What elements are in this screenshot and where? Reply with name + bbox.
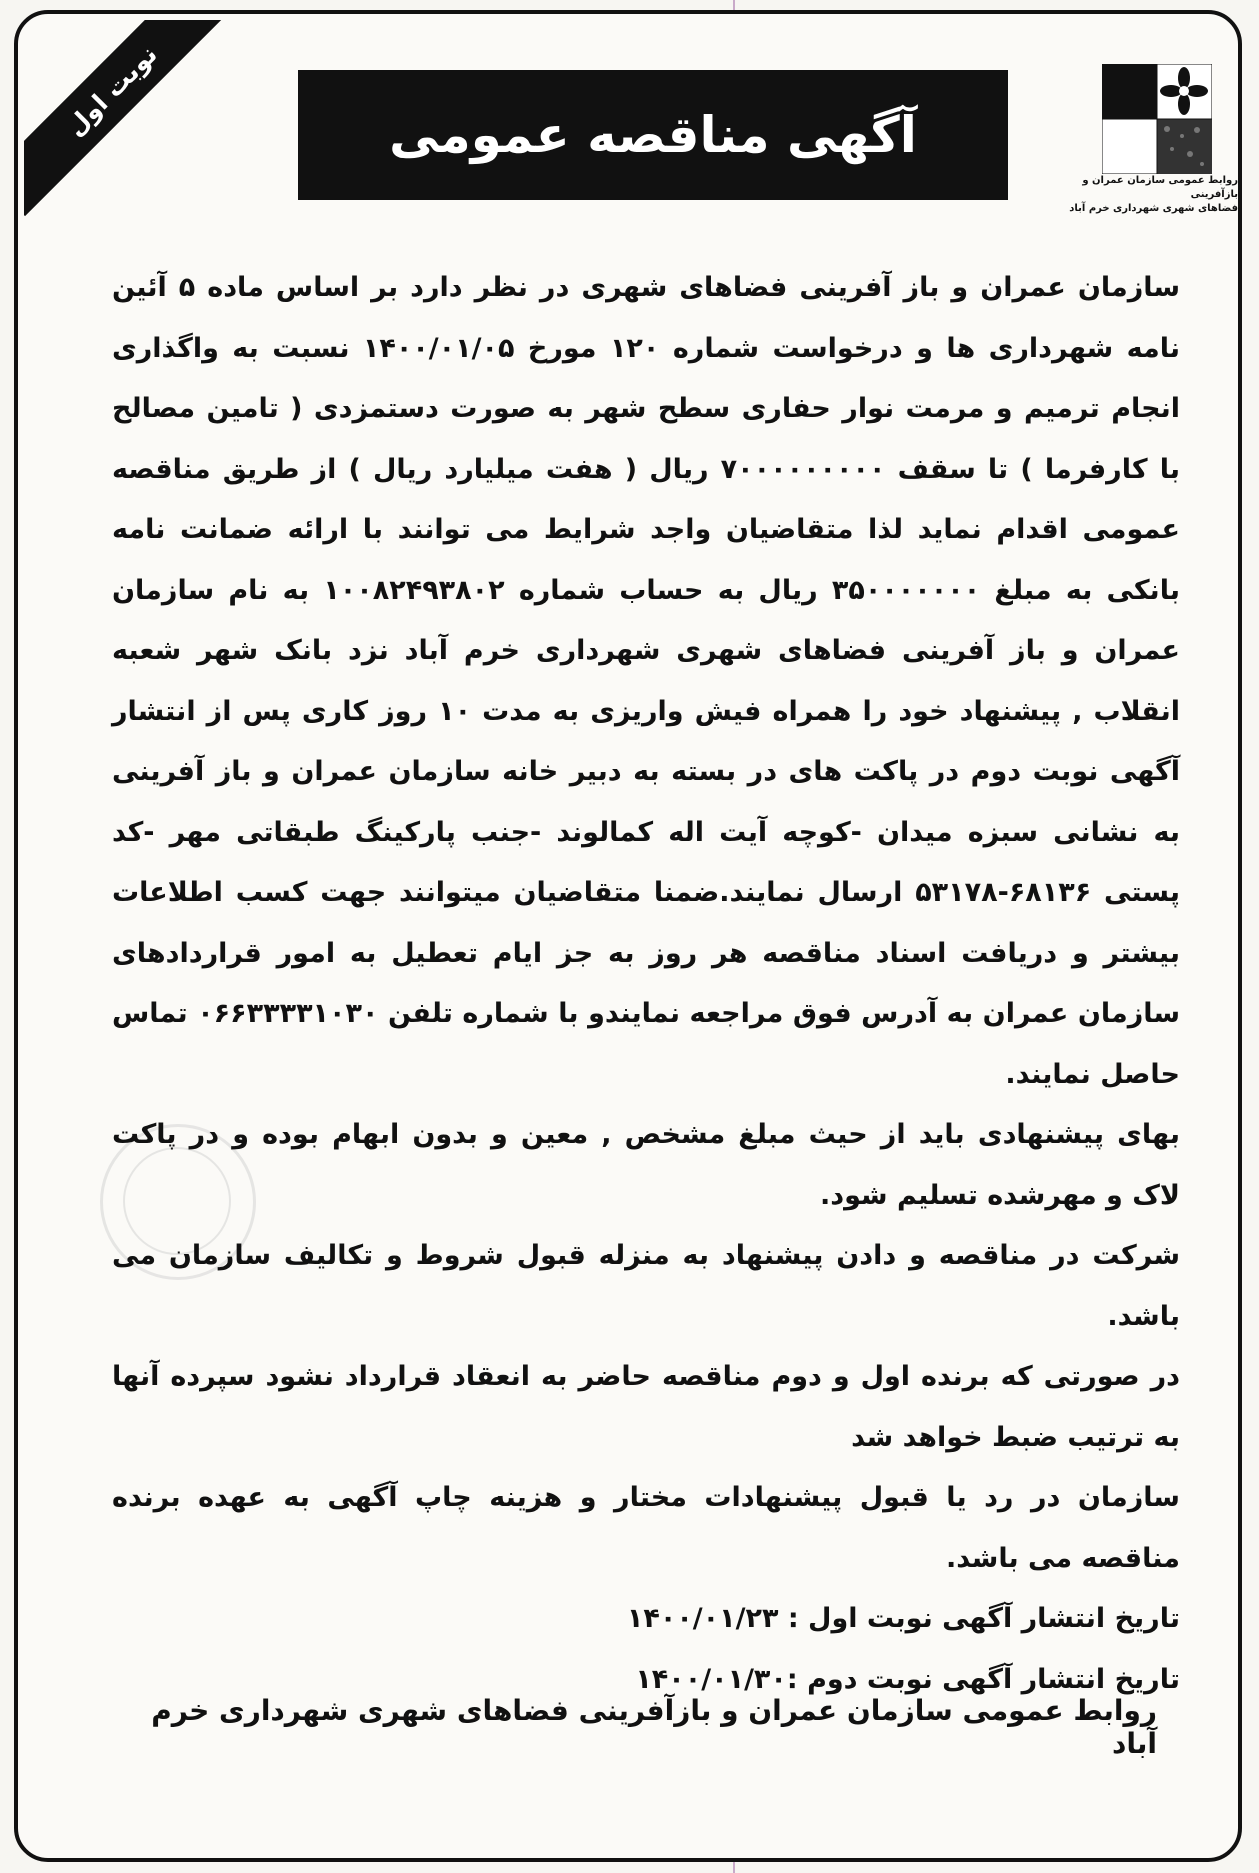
notice-paragraph-main: سازمان عمران و باز آفرینی فضاهای شهری در نظر دارد بر اساس ماده ۵ آئین نامه شهرداری ها و درخواست شماره ۱۲۰ مورخ ۱۴۰۰/۰۱/۰۵ نسبت به واگذاری انجام ترمیم و مرمت نوار حفاری سطح شهر به صورت دستمزدی ( تامین مصالح با کارفرما ) تا سقف ۷۰۰۰۰۰۰۰۰۰ ریال ( هفت میلیارد ریال ) از طریق مناقصه عمومی اقدام نماید لذا متقاضیان واجد شرایط می توانند با ارائه ضمانت نامه بانکی به مبلغ ۳۵۰۰۰۰۰۰۰ ریال به حساب شماره ۱۰۰۸۲۴۹۳۸۰۲ به نام سازمان عمران و باز آفرینی فضاهای شهری شهرداری خرم آباد نزد بانک شهر شعبه انقلاب , پیشنهاد خود را همراه فیش واریزی به مدت ۱۰ روز کاری پس از انتشار آگهی نوبت دوم در پاکت های در بسته به دبیر خانه سازمان عمران و باز آفرینی به نشانی سبزه میدان -کوچه آیت اله کمالوند -جنب پارکینگ طبقاتی مهر -کد پستی ۶۸۱۳۶-۵۳۱۷۸ ارسال نمایند.ضمنا متقاضیان میتوانند جهت کسب اطلاعات بیشتر و دریافت اسناد مناقصه هر روز به جز ایام تعطیل به امور قراردادهای سازمان عمران به آدرس فوق مراجعه نمایندو با شماره تلفن ۰۶۶۳۳۳۳۱۰۳۰ تماس حاصل نمایند. xyxy=(112,272,1181,1090)
notice-paragraph-deposit: در صورتی که برنده اول و دوم مناقصه حاضر به انعقاد قرارداد نشود سپرده آنها به ترتیب ضبط خواهد شد xyxy=(112,1361,1180,1453)
logo-caption-line-1: روابط عمومی سازمان عمران و بازآفرینی xyxy=(1082,175,1238,200)
badge-label: نوبت اول xyxy=(24,20,237,216)
notice-body xyxy=(112,258,1180,1710)
notice-signature: روابط عمومی سازمان عمران و بازآفرینی فضاهای شهری شهرداری خرم آباد xyxy=(151,1694,1157,1760)
notice-paragraph-price: بهای پیشنهادی باید از حیث مبلغ مشخص , معین و بدون ابهام بوده و در پاکت لاک و مهرشده تسلیم شود. xyxy=(112,1119,1180,1211)
notice-paragraph-rights: سازمان در رد یا قبول پیشنهادات مختار و هزینه چاپ آگهی به عهده برنده مناقصه می باشد. xyxy=(112,1482,1180,1574)
first-round-badge xyxy=(24,20,254,250)
notice-second-publish-date: تاریخ انتشار آگهی نوبت دوم :۱۴۰۰/۰۱/۳۰ xyxy=(635,1663,1180,1695)
notice-title: آگهی مناقصه عمومی xyxy=(298,70,1008,200)
logo-caption xyxy=(1058,174,1238,216)
organization-logo-icon xyxy=(1102,64,1212,174)
notice-paragraph-terms: شرکت در مناقصه و دادن پیشنهاد به منزله قبول شروط و تکالیف سازمان می باشد. xyxy=(112,1240,1180,1332)
notice-first-publish-date: تاریخ انتشار آگهی نوبت اول : ۱۴۰۰/۰۱/۲۳ xyxy=(626,1603,1180,1634)
logo-caption-line-2: فضاهای شهری شهرداری خرم آباد xyxy=(1069,203,1238,214)
